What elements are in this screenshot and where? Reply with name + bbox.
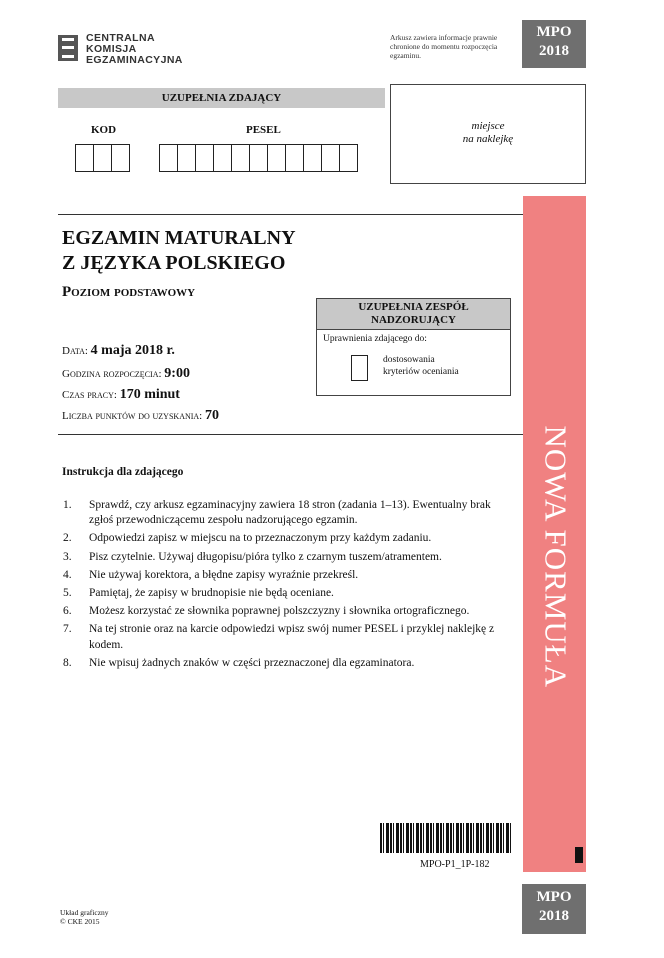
- pesel-cell[interactable]: [249, 144, 268, 172]
- time-row: [62, 387, 180, 403]
- instructions-list: [60, 498, 510, 674]
- start-value: 9:00: [164, 366, 190, 381]
- instructions-title: Instrukcja dla zdającego: [62, 466, 184, 478]
- date-value: 4 maja 2018 r.: [90, 343, 175, 358]
- points-label: Liczba punktów do uzyskania:: [62, 410, 203, 422]
- sticker-line1: miejsce: [471, 120, 505, 132]
- pesel-cells[interactable]: [159, 144, 357, 172]
- kod-cell[interactable]: [93, 144, 112, 172]
- barcode: [380, 823, 511, 853]
- footer: [60, 908, 109, 926]
- start-label: Godzina rozpoczęcia:: [62, 368, 162, 380]
- exam-code-top-line1: MPO: [536, 24, 572, 40]
- exam-title-line2: Z JĘZYKA POLSKIEGO: [62, 252, 286, 274]
- pesel-cell[interactable]: [195, 144, 214, 172]
- pesel-label: PESEL: [246, 124, 281, 136]
- logo-line-2: KOMISJA: [86, 43, 137, 55]
- exam-code-bottom-line2: 2018: [539, 908, 569, 924]
- cke-logo-icon: [58, 35, 78, 61]
- corner-mark: [575, 847, 583, 863]
- fill-section-title: UZUPEŁNIA ZDAJĄCY: [58, 88, 385, 108]
- pesel-cell[interactable]: [339, 144, 358, 172]
- pesel-cell[interactable]: [177, 144, 196, 172]
- panel-label: Uprawnienia zdającego do:: [323, 334, 427, 344]
- exam-title-line1: EGZAMIN MATURALNY: [62, 227, 296, 249]
- list-item: 5. Pamiętaj, że zapisy w brudnopisie nie będą oceniane.: [63, 587, 334, 600]
- exam-code-top-line2: 2018: [539, 43, 569, 59]
- pesel-cell[interactable]: [303, 144, 322, 172]
- protection-notice: Arkusz zawiera informacje prawnie chronione do momentu rozpoczęcia egzaminu.: [390, 33, 498, 60]
- divider-bottom: [58, 434, 523, 435]
- footer-line1: Układ graficzny: [60, 908, 109, 917]
- time-value: 170 minut: [119, 387, 180, 402]
- accommodation-option: [383, 354, 459, 378]
- kod-label: KOD: [91, 124, 117, 136]
- panel-title-line2: NADZORUJĄCY: [371, 314, 456, 326]
- logo-line-3: EGZAMINACYJNA: [86, 54, 183, 66]
- kod-cell[interactable]: [75, 144, 94, 172]
- pesel-cell[interactable]: [267, 144, 286, 172]
- list-item: 7. Na tej stronie oraz na karcie odpowiedzi wpisz swój numer PESEL i przyklej naklejkę z kodem.: [63, 623, 495, 651]
- list-item: 8. Nie wpisuj żadnych znaków w części przeznaczonej dla egzaminatora.: [63, 656, 415, 669]
- footer-line2: © CKE 2015: [60, 917, 100, 926]
- exam-code-bottom: [522, 884, 586, 934]
- start-row: [62, 366, 190, 382]
- pesel-cell[interactable]: [159, 144, 178, 172]
- exam-level: Poziom podstawowy: [62, 284, 196, 300]
- logo-line-1: CENTRALNA: [86, 32, 155, 44]
- exam-code-top: [522, 20, 586, 68]
- logo-text: [86, 33, 183, 66]
- list-item: 1. Sprawdź, czy arkusz egzaminacyjny zawiera 18 stron (zadania 1–13). Ewentualny brak zgłoś przewodniczącemu zespołu nadzorującego egzamin.: [63, 499, 491, 527]
- sticker-placeholder: [390, 84, 586, 184]
- points-row: [62, 408, 219, 424]
- option-line1: dostosowania: [383, 355, 435, 365]
- list-item: 6. Możesz korzystać ze słownika poprawnej polszczyzny i słownika ortograficznego.: [63, 605, 470, 618]
- option-line2: kryteriów oceniania: [383, 367, 459, 377]
- date-label: Data:: [62, 345, 88, 357]
- pesel-cell[interactable]: [285, 144, 304, 172]
- date-row: [62, 343, 175, 359]
- pesel-cell[interactable]: [231, 144, 250, 172]
- side-banner-text: NOWA FORMUŁA: [538, 425, 574, 689]
- pesel-cell[interactable]: [213, 144, 232, 172]
- list-item: 2. Odpowiedzi zapisz w miejscu na to przeznaczonym przy każdym zadaniu.: [63, 532, 432, 545]
- list-item: 3. Pisz czytelnie. Używaj długopisu/pióra tylko z czarnym tuszem/atramentem.: [63, 550, 442, 563]
- sticker-line2: na naklejkę: [462, 133, 514, 145]
- kod-cell[interactable]: [111, 144, 130, 172]
- exam-title: [62, 226, 296, 276]
- supervisor-panel: [316, 298, 511, 396]
- divider-top: [58, 214, 523, 215]
- kod-cells[interactable]: [75, 144, 129, 172]
- list-item: 4. Nie używaj korektora, a błędne zapisy wyraźnie przekreśl.: [63, 568, 359, 581]
- barcode-id: MPO-P1_1P-182: [420, 859, 490, 870]
- panel-title: [317, 299, 510, 330]
- time-label: Czas pracy:: [62, 389, 117, 401]
- points-value: 70: [205, 408, 219, 423]
- exam-code-bottom-line1: MPO: [536, 889, 572, 905]
- accommodation-checkbox[interactable]: [351, 355, 368, 381]
- pesel-cell[interactable]: [321, 144, 340, 172]
- panel-title-line1: UZUPEŁNIA ZESPÓŁ: [358, 301, 469, 313]
